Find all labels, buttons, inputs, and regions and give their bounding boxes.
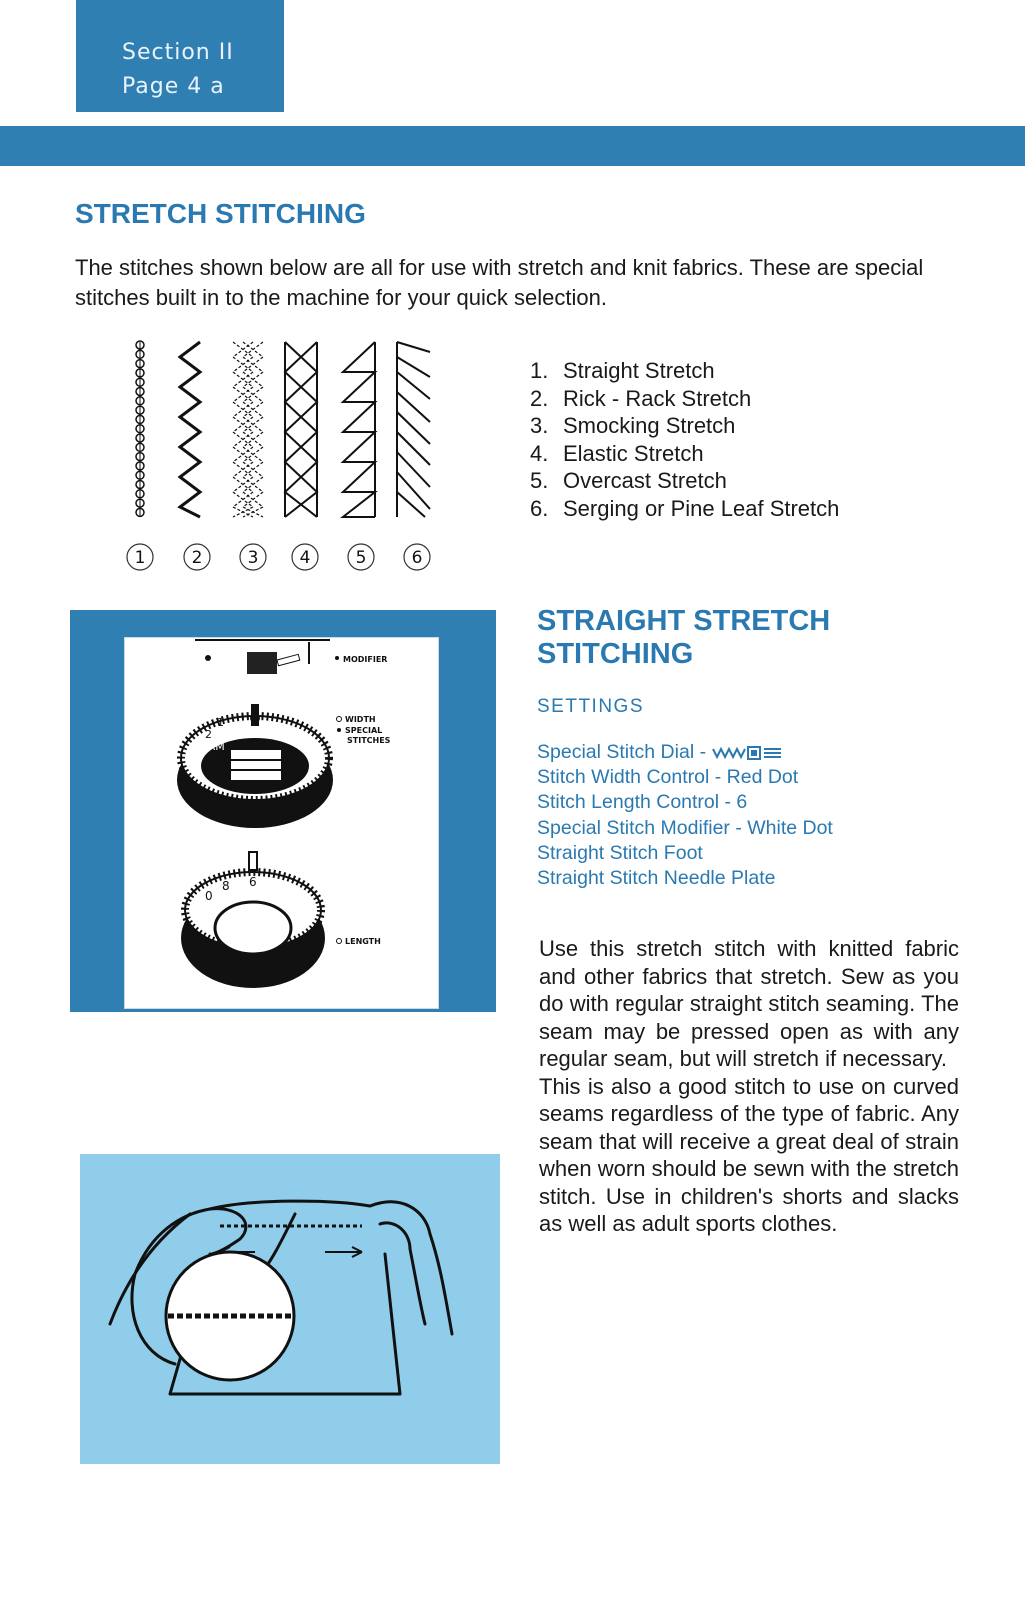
rick-rack-stitch-pattern: [180, 342, 200, 517]
elastic-stitch-pattern: [285, 342, 317, 517]
straight-stretch-stitch-pattern: [136, 341, 144, 517]
special-stitch-symbols-icon: [711, 745, 783, 761]
stitch-number-2: 2: [191, 548, 203, 568]
section-title-line-2: STITCHING: [537, 638, 694, 670]
section-title-line-1: STRAIGHT STRETCH: [537, 605, 831, 637]
length-number-8: 8: [222, 879, 230, 893]
stitch-type-list: [530, 357, 839, 522]
stitch-length-dial: [181, 852, 325, 988]
length-number-6: 6: [249, 875, 257, 889]
setting-foot: Straight Stitch Foot: [537, 841, 703, 864]
settings-list: [537, 740, 833, 891]
stitch-number-5: 5: [355, 548, 367, 568]
cam-text: CAM: [200, 740, 225, 753]
list-item: 3. Smocking Stretch: [530, 413, 736, 438]
stitch-patterns-diagram: [125, 337, 455, 582]
setting-width: Stitch Width Control - Red Dot: [537, 766, 799, 789]
arrow-right-icon: [325, 1247, 362, 1257]
list-item: 6. Serging or Pine Leaf Stretch: [530, 495, 840, 521]
dial-number-1: 1: [217, 716, 224, 729]
length-number-0: 0: [205, 889, 213, 903]
modifier-label: MODIFIER: [343, 655, 388, 664]
list-item: 2. Rick - Rack Stretch: [530, 385, 752, 411]
setting-length: Stitch Length Control - 6: [537, 791, 748, 814]
modifier-lever-icon: [247, 642, 309, 674]
section-page-tab: [76, 0, 284, 112]
smocking-stitch-pattern: [233, 342, 263, 517]
header-band: [0, 126, 1025, 166]
fabric-stretch-illustration: [80, 1154, 500, 1464]
width-label: WIDTH: [345, 715, 376, 724]
magnify-circle-icon: [166, 1252, 294, 1380]
list-item: 1. Straight Stretch: [530, 358, 715, 383]
stitch-number-6: 6: [411, 548, 423, 568]
special-stitches-label: STITCHES: [347, 736, 391, 745]
setting-special-stitch-dial: Special Stitch Dial -: [537, 740, 833, 765]
serging-stitch-pattern: [397, 342, 430, 517]
instructions-text: [539, 935, 959, 1238]
setting-modifier: Special Stitch Modifier - White Dot: [537, 816, 833, 839]
length-label: LENGTH: [345, 937, 381, 946]
stitch-width-dial: [177, 704, 333, 828]
dial-illustration: [124, 637, 439, 1009]
setting-needle-plate: Straight Stitch Needle Plate: [537, 867, 776, 890]
page-label: Page 4 a: [122, 74, 225, 99]
page-title: STRETCH STITCHING: [75, 198, 366, 229]
section-label: Section II: [122, 40, 234, 65]
stitch-number-3: 3: [247, 548, 259, 568]
stitch-number-1: 1: [134, 548, 146, 568]
list-item: 4. Elastic Stretch: [530, 440, 704, 466]
section-title: [537, 605, 830, 671]
list-item: 5. Overcast Stretch: [530, 468, 727, 493]
special-label: SPECIAL: [345, 726, 383, 735]
paragraph: Use this stretch stitch with knitted fabric and other fabrics that stretch. Sew as you do with regular straight stitch seaming. The seam may be pressed open as with any regular seam, but will stretch if necessary.: [539, 936, 959, 1071]
stitch-number-4: 4: [299, 548, 311, 568]
settings-heading: SETTINGS: [537, 696, 645, 717]
paragraph: This is also a good stitch to use on curved seams regardless of the type of fabric. Any seam that will receive a great deal of strain when worn should be sewn with the stretch stitch. Use in children's shorts and slacks as well as adult sports clothes.: [539, 1073, 959, 1236]
dial-number-2: 2: [205, 728, 212, 741]
intro-paragraph: The stitches shown below are all for use with stretch and knit fabrics. These are special stitches built in to the machine for your quick selection.: [75, 255, 924, 310]
overcast-stitch-pattern: [343, 342, 375, 517]
